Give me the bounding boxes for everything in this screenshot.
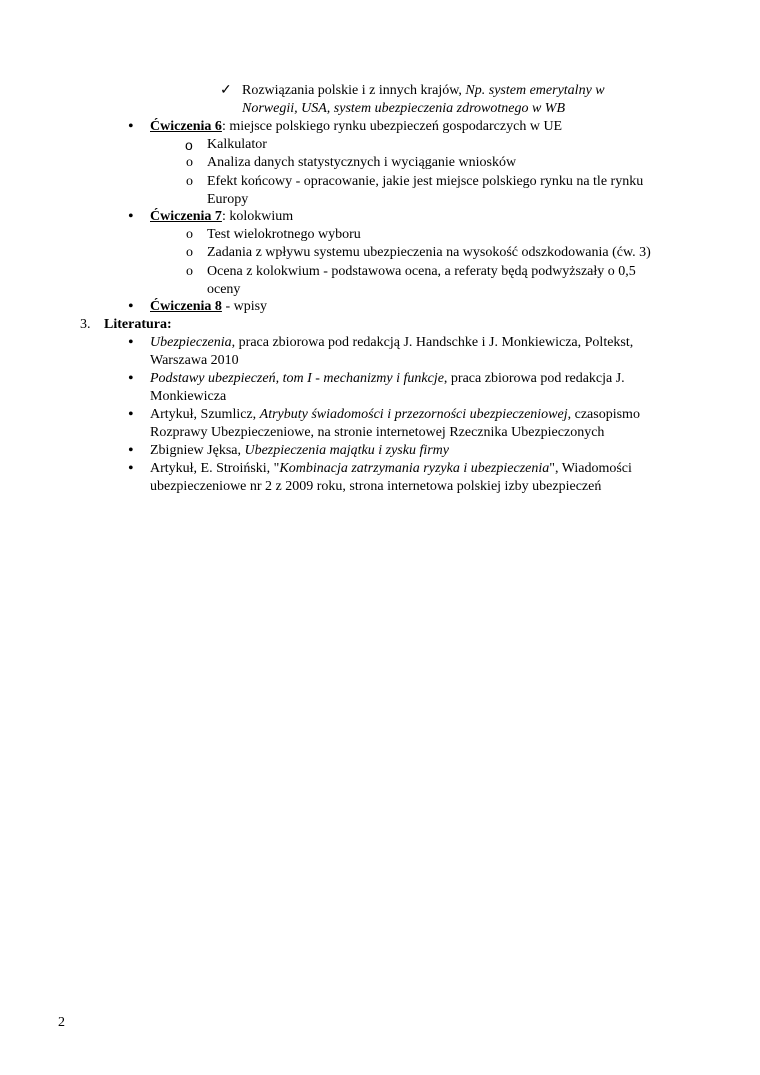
circle-bullet-icon: o xyxy=(186,264,193,279)
sub-item: Efekt końcowy - opracowanie, jakie jest miejsce polskiego rynku na tle rynku xyxy=(207,174,644,189)
exercise-7 xyxy=(150,208,293,226)
circle-bullet-icon: o xyxy=(186,227,193,242)
checkmark-icon: ✓ xyxy=(220,83,232,98)
bullet-icon: • xyxy=(128,406,134,423)
exercise-8-desc: - wpisy xyxy=(221,299,268,314)
article-title: Kombinacja zatrzymania ryzyka i ubezpieczenia xyxy=(279,461,550,476)
book-details: , praca zbiorowa pod redakcja J. xyxy=(443,371,625,386)
sub-item: Analiza danych statystycznych i wyciąganie wniosków xyxy=(207,155,517,170)
circle-bullet-icon: o xyxy=(186,174,193,189)
sub-item-cont: Europy xyxy=(207,192,249,207)
article-author: Artykuł, Szumlicz, xyxy=(150,407,260,422)
bullet-icon: • xyxy=(128,334,134,351)
book-title: Ubezpieczenia majątku i zysku firmy xyxy=(244,443,449,458)
book-title: Ubezpieczenia xyxy=(150,335,232,350)
bullet-icon: • xyxy=(128,208,134,225)
item-text: Rozwiązania polskie i z innych krajów, xyxy=(242,83,466,98)
exercise-6 xyxy=(150,118,562,136)
literature-item-cont: Warszawa 2010 xyxy=(150,353,239,368)
literature-item xyxy=(150,442,449,460)
exercise-6-desc: : miejsce polskiego rynku ubezpieczeń gospodarczych w UE xyxy=(221,119,563,134)
sub-item: Kalkulator xyxy=(207,137,267,152)
circle-bullet-icon: o xyxy=(186,245,193,260)
book-details: , praca zbiorowa pod redakcją J. Handschke i J. Monkiewicza, Poltekst, xyxy=(231,335,634,350)
bullet-icon: • xyxy=(128,442,134,459)
article-title: Atrybuty świadomości i przezorności ubezpieczeniowej xyxy=(259,407,568,422)
literature-item xyxy=(150,334,633,352)
sub-item: Test wielokrotnego wyboru xyxy=(207,227,361,242)
list-item-solutions-cont: Norwegii, USA, system ubezpieczenia zdrowotnego w WB xyxy=(242,101,566,116)
book-author: Zbigniew Jęksa, xyxy=(150,443,245,458)
item-italic-text: Np. system emerytalny w xyxy=(465,83,605,98)
page-number: 2 xyxy=(58,1015,65,1030)
section-title: Literatura: xyxy=(104,317,172,332)
exercise-7-desc: : kolokwium xyxy=(221,209,294,224)
circle-bullet-icon: o xyxy=(185,137,193,153)
bullet-icon: • xyxy=(128,460,134,477)
list-item-solutions xyxy=(242,82,605,100)
literature-item-cont: Monkiewicza xyxy=(150,389,227,404)
sub-item: Zadania z wpływu systemu ubezpieczenia na wysokość odszkodowania (ćw. 3) xyxy=(207,245,651,260)
circle-bullet-icon: o xyxy=(186,155,193,170)
bullet-icon: • xyxy=(128,298,134,315)
sub-item-cont: oceny xyxy=(207,282,241,297)
article-details: , czasopismo xyxy=(567,407,640,422)
sub-item: Ocena z kolokwium - podstawowa ocena, a referaty będą podwyższały o 0,5 xyxy=(207,264,636,279)
literature-item xyxy=(150,370,625,388)
exercise-8-title: Ćwiczenia 8 xyxy=(150,299,222,314)
exercise-6-title: Ćwiczenia 6 xyxy=(150,119,222,134)
book-title: Podstawy ubezpieczeń, tom I - mechanizmy i funkcje xyxy=(150,371,444,386)
literature-item xyxy=(150,460,632,478)
section-number: 3. xyxy=(80,317,91,332)
exercise-7-title: Ćwiczenia 7 xyxy=(150,209,222,224)
literature-item-cont: ubezpieczeniowe nr 2 z 2009 roku, strona internetowa polskiej izby ubezpieczeń xyxy=(150,479,602,494)
article-details: ", Wiadomości xyxy=(549,461,632,476)
literature-item xyxy=(150,406,640,424)
exercise-8 xyxy=(150,298,267,316)
bullet-icon: • xyxy=(128,118,134,135)
literature-item-cont: Rozprawy Ubezpieczeniowe, na stronie internetowej Rzecznika Ubezpieczonych xyxy=(150,425,605,440)
article-author: Artykuł, E. Stroiński, " xyxy=(150,461,280,476)
bullet-icon: • xyxy=(128,370,134,387)
